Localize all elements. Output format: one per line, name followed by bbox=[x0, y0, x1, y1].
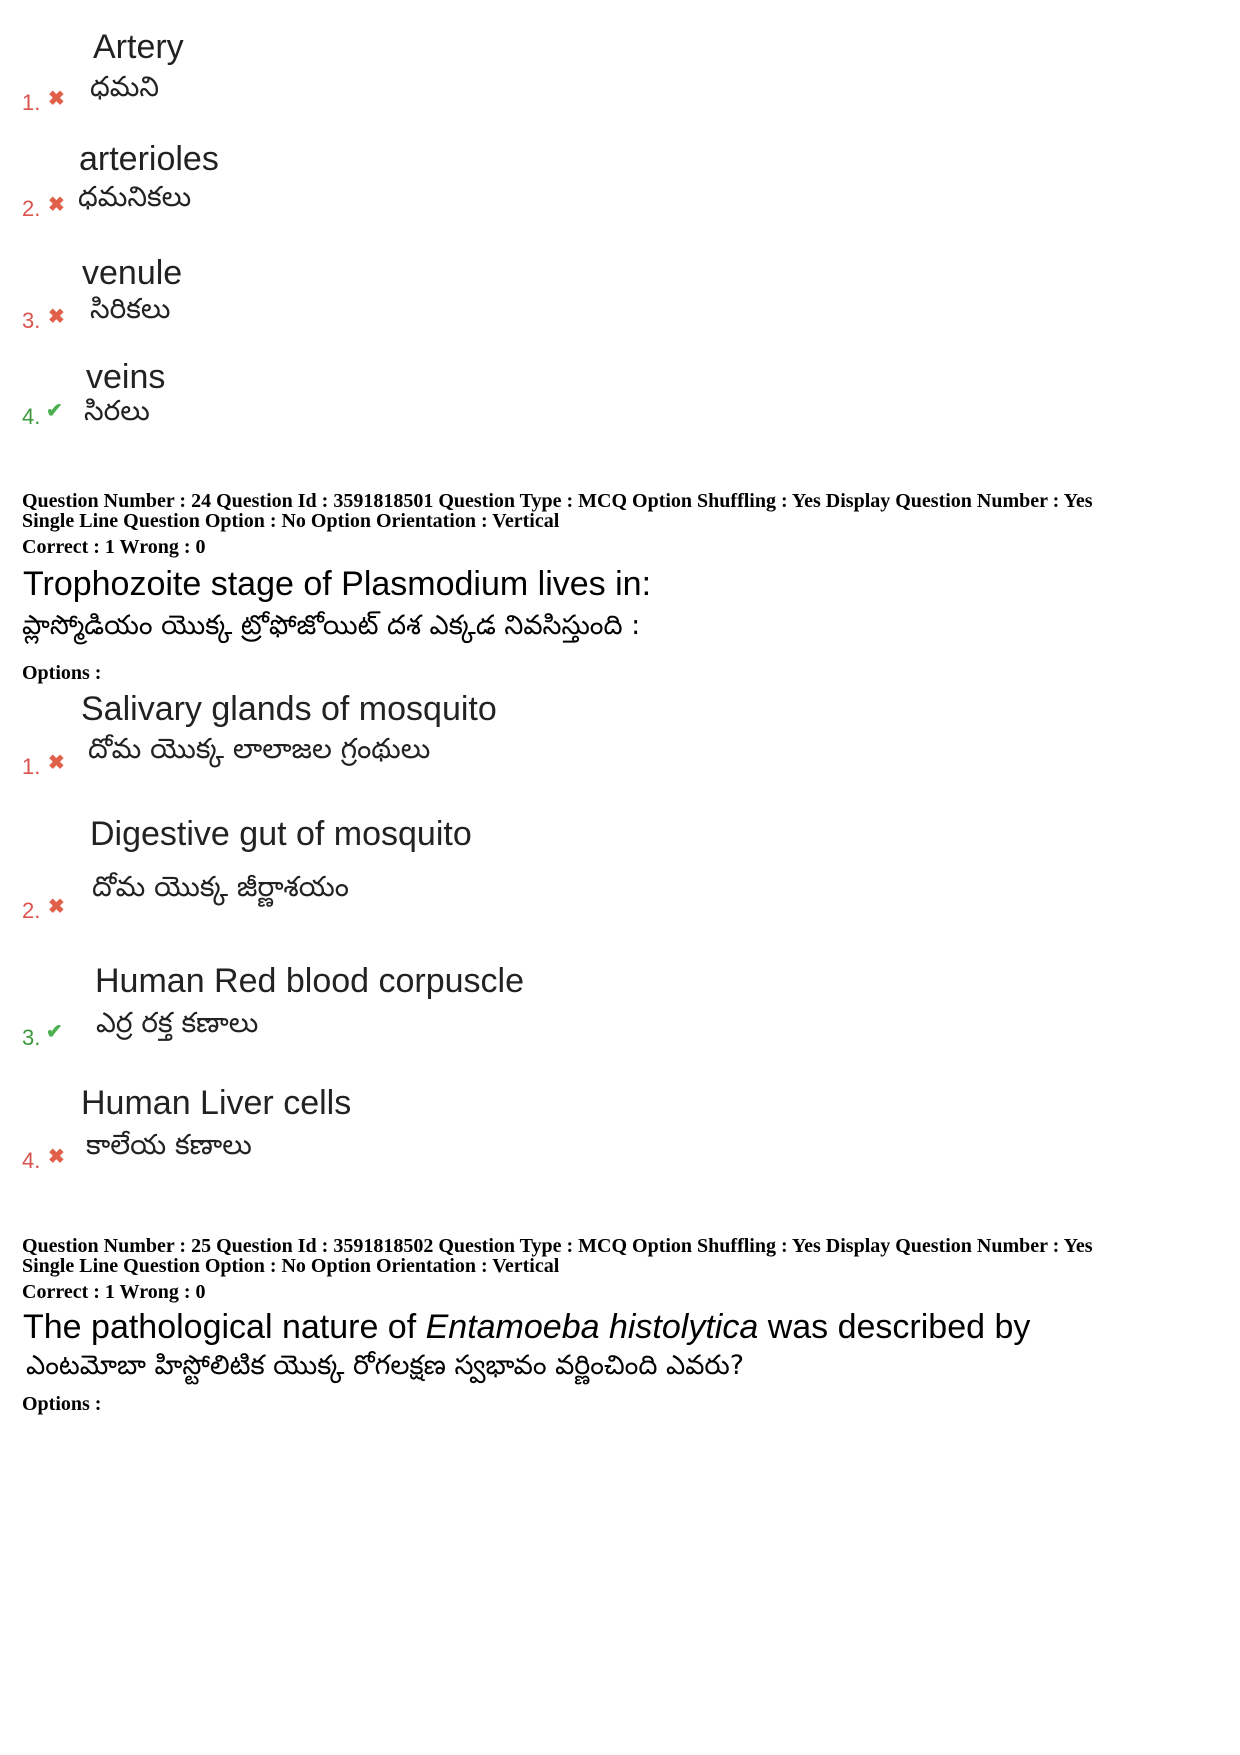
wrong-icon: ✖ bbox=[48, 1146, 65, 1168]
question-text-te: ప్లాస్మోడియం యొక్క ట్రోఫోజోయిట్ దశ ఎక్కడ నివసిస్తుంది : bbox=[22, 610, 641, 641]
option-number: 3. bbox=[22, 308, 41, 333]
option-number: 1. bbox=[22, 90, 41, 115]
correct-check-icon: ✔ bbox=[46, 400, 63, 422]
option-number: 3. bbox=[22, 1025, 41, 1050]
question-meta-line1: Question Number : 24 Question Id : 3591818501 Question Type : MCQ Option Shuffling : Yes Display Question Number : Yes bbox=[22, 490, 1093, 512]
question-score: Correct : 1 Wrong : 0 bbox=[22, 536, 206, 558]
question-score: Correct : 1 Wrong : 0 bbox=[22, 1281, 206, 1303]
option-text-te: ధమని bbox=[90, 70, 160, 103]
option-number: 4. bbox=[22, 404, 41, 429]
question-meta-line2: Single Line Question Option : No Option Orientation : Vertical bbox=[22, 1255, 560, 1277]
option-number: 1. bbox=[22, 754, 41, 779]
option-text-te: ధమనికలు bbox=[78, 180, 192, 213]
wrong-icon: ✖ bbox=[48, 194, 65, 216]
option-text-te: దోమ యొక్క జీర్ణాశయం bbox=[92, 870, 349, 903]
option-text-te: దోమ యొక్క లాలాజల గ్రంథులు bbox=[88, 732, 431, 765]
option-text-en: Digestive gut of mosquito bbox=[90, 815, 472, 853]
correct-check-icon: ✔ bbox=[46, 1021, 63, 1043]
question-meta-line1: Question Number : 25 Question Id : 3591818502 Question Type : MCQ Option Shuffling : Yes Display Question Number : Yes bbox=[22, 1235, 1093, 1257]
option-text-en: veins bbox=[86, 358, 166, 396]
option-text-te: కాలేయ కణాలు bbox=[86, 1128, 252, 1161]
option-text-en: arterioles bbox=[79, 140, 219, 178]
options-label: Options : bbox=[22, 1393, 102, 1415]
option-text-en: Human Red blood corpuscle bbox=[95, 962, 525, 1000]
option-text-en: venule bbox=[82, 254, 183, 292]
option-number: 4. bbox=[22, 1148, 41, 1173]
wrong-icon: ✖ bbox=[48, 752, 65, 774]
question-text-en-italic: Entamoeba histolytica bbox=[425, 1308, 759, 1346]
question-meta-line2: Single Line Question Option : No Option Orientation : Vertical bbox=[22, 510, 560, 532]
option-number: 2. bbox=[22, 196, 41, 221]
question-text-en-post: was described by bbox=[758, 1308, 1031, 1346]
question-text-en: Trophozoite stage of Plasmodium lives in: bbox=[23, 565, 652, 603]
wrong-icon: ✖ bbox=[48, 306, 65, 328]
option-text-en: Salivary glands of mosquito bbox=[81, 690, 497, 728]
option-text-en: Human Liver cells bbox=[81, 1084, 352, 1122]
wrong-icon: ✖ bbox=[48, 88, 65, 110]
option-text-te: ఎర్ర రక్త కణాలు bbox=[96, 1006, 259, 1039]
options-label: Options : bbox=[22, 662, 102, 684]
question-text-te: ఎంటమోబా హిస్టోలిటిక యొక్క రోగలక్షణ స్వభావం వర్ణించింది ఎవరు? bbox=[26, 1350, 745, 1381]
option-text-te: సిరలు bbox=[84, 394, 150, 427]
option-number: 2. bbox=[22, 898, 41, 923]
option-text-en: Artery bbox=[93, 28, 184, 66]
option-text-te: సిరికలు bbox=[90, 292, 171, 325]
question-text-en bbox=[23, 1308, 1030, 1347]
question-text-en-pre: The pathological nature of bbox=[23, 1308, 426, 1346]
wrong-icon: ✖ bbox=[48, 896, 65, 918]
